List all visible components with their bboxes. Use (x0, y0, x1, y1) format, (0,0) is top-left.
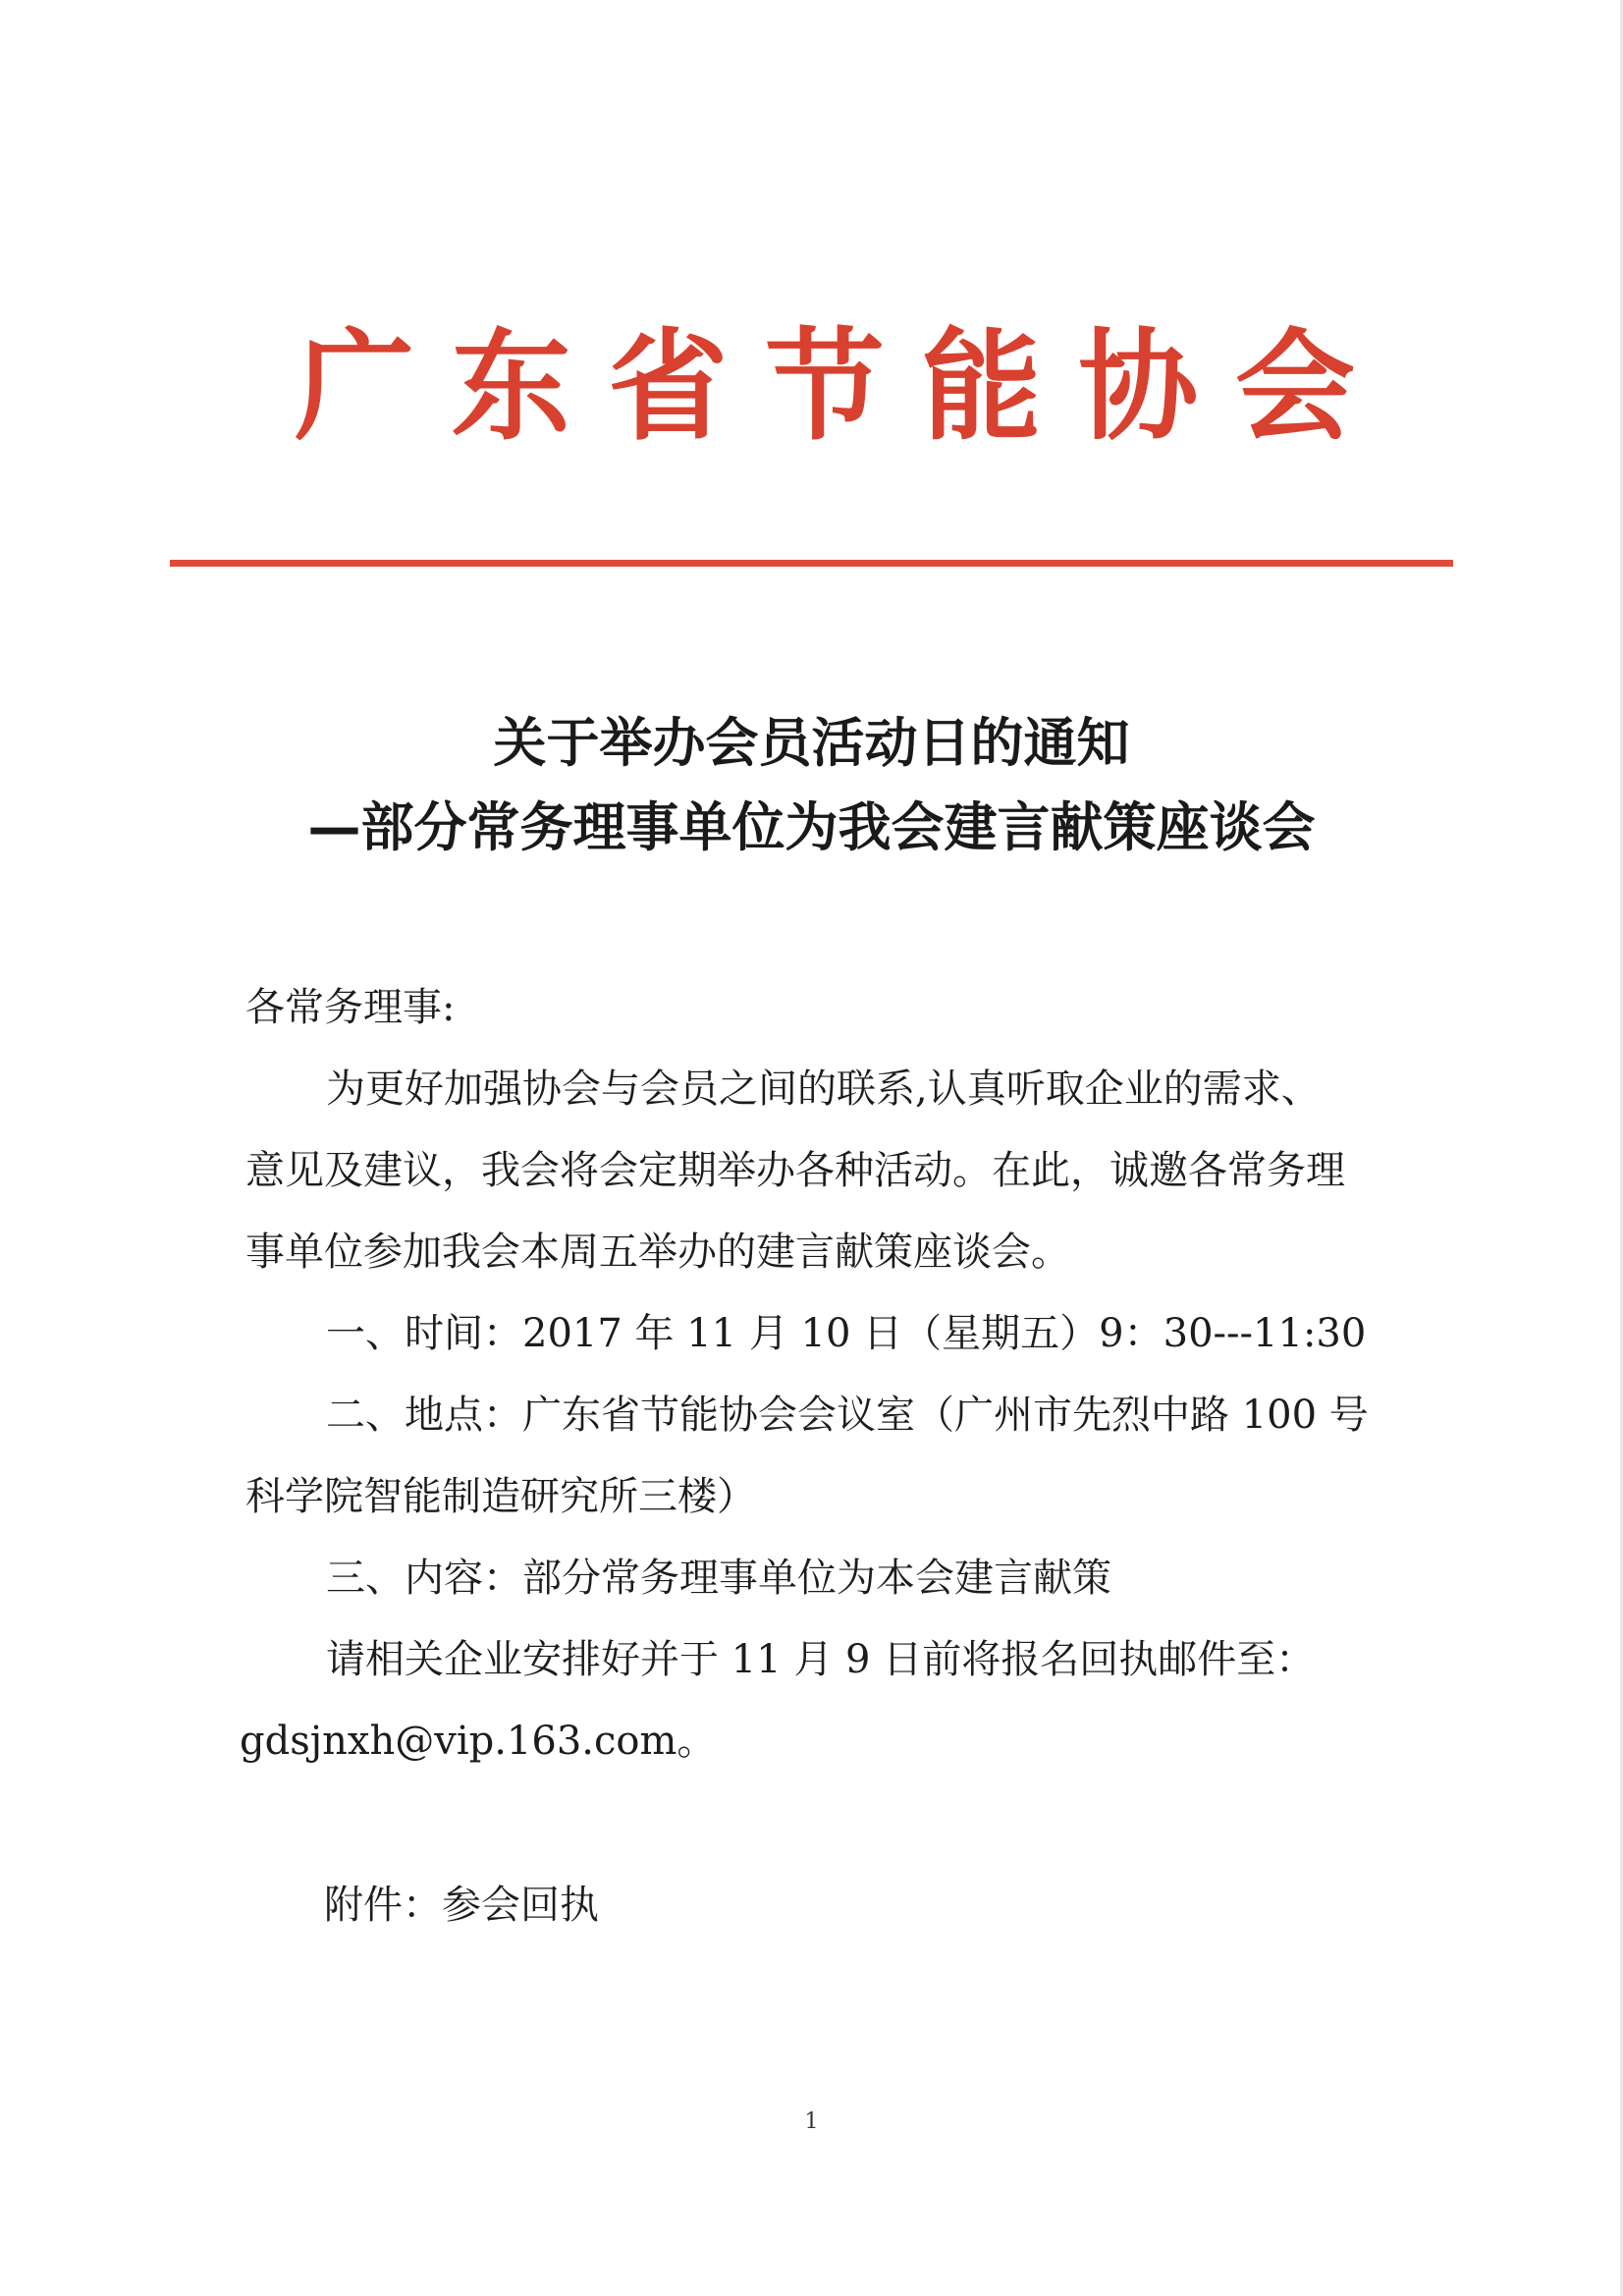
organization-letterhead (295, 312, 1355, 460)
meeting-location: 二、地点：广东省节能协会会议室（广州市先烈中路 100 号 (326, 1393, 1369, 1438)
document-title: 关于举办会员活动日的通知 (493, 712, 1130, 774)
paragraph-line: 意见及建议，我会将会定期举办各种活动。在此，诚邀各常务理 (245, 1148, 1345, 1193)
letterhead-char: 节 (764, 315, 885, 457)
letterhead-divider (170, 560, 1453, 567)
meeting-content: 三、内容：部分常务理事单位为本会建言献策 (326, 1556, 1111, 1601)
letterhead-char: 能 (921, 315, 1042, 457)
salutation: 各常务理事: (245, 985, 456, 1030)
paragraph-line: 事单位参加我会本周五举办的建言献策座谈会。 (245, 1230, 1070, 1275)
meeting-location-cont: 科学院智能制造研究所三楼） (245, 1474, 756, 1519)
letterhead-char: 协 (1078, 315, 1199, 457)
letterhead-char: 广 (295, 315, 414, 457)
letterhead-char: 会 (1234, 315, 1355, 457)
document-subtitle: —部分常务理事单位为我会建言献策座谈会 (307, 796, 1316, 858)
letterhead-char: 东 (451, 315, 571, 457)
meeting-time: 一、时间：2017 年 11 月 10 日（星期五）9：30---11:30 (326, 1311, 1367, 1356)
paragraph-line: 为更好加强协会与会员之间的联系,认真听取企业的需求、 (326, 1066, 1321, 1112)
reply-email: gdsjnxh@vip.163.com。 (240, 1719, 717, 1764)
letterhead-char: 省 (608, 315, 729, 457)
page-number: 1 (804, 2109, 819, 2134)
reply-instruction: 请相关企业安排好并于 11 月 9 日前将报名回执邮件至： (326, 1637, 1316, 1682)
attachment-note: 附件：参会回执 (324, 1883, 599, 1928)
